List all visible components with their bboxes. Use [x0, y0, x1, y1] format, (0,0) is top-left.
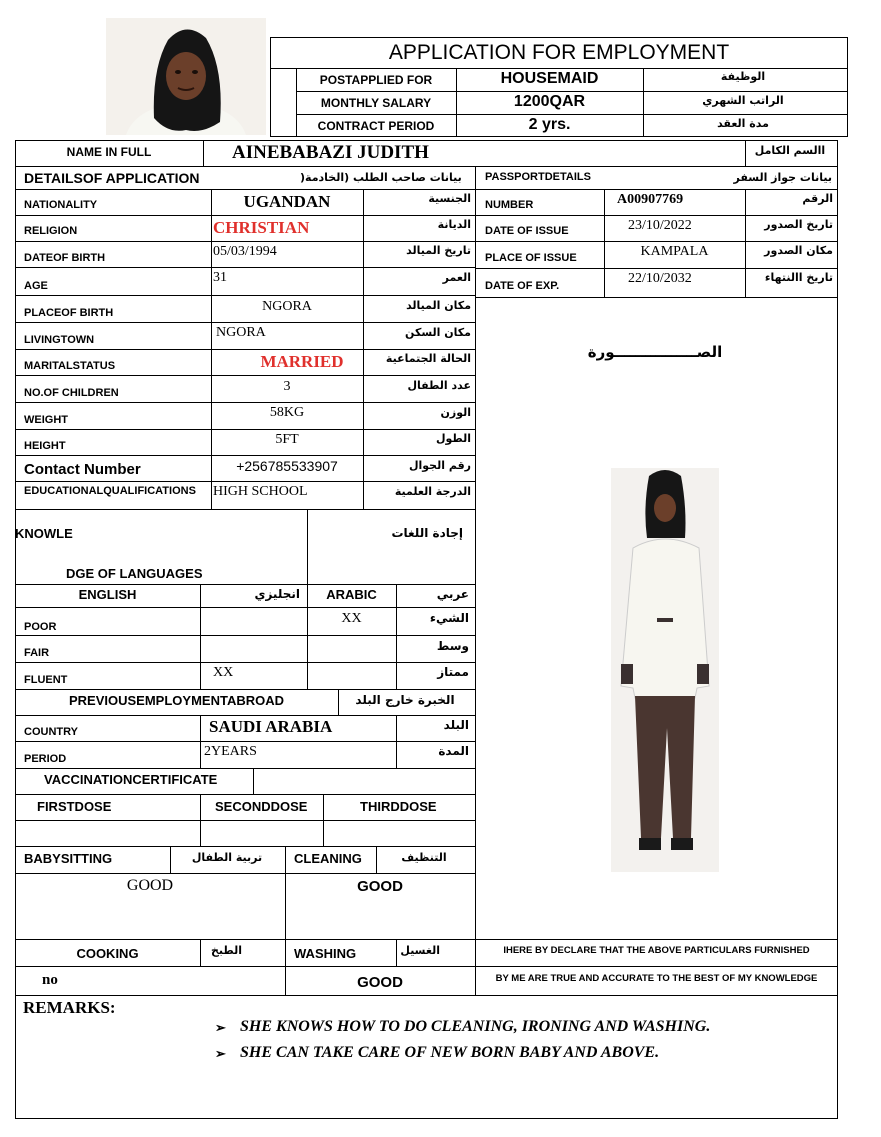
dob-label: DATEOF BIRTH	[24, 252, 106, 264]
education-label: EDUCATIONALQUALIFICATIONS	[24, 485, 196, 497]
height-label: HEIGHT	[24, 440, 66, 452]
full-body-illustration	[611, 468, 719, 872]
nationality-value: UGANDAN	[243, 192, 331, 211]
second-dose-label: SECONDDOSE	[215, 799, 308, 814]
period-label: PERIOD	[24, 753, 67, 765]
washing-value: GOOD	[357, 974, 403, 991]
passport-details-ar: بيانات جواز السفر	[733, 171, 832, 184]
poor-ar: الشيء	[429, 611, 469, 625]
dob-value: 05/03/1994	[213, 244, 277, 259]
declaration-line-2: BY ME ARE TRUE AND ACCURATE TO THE BEST OF MY KNOWLEDGE	[495, 973, 818, 984]
cleaning-label: CLEANING	[294, 851, 362, 866]
first-dose-label: FIRSTDOSE	[37, 799, 112, 814]
weight-label: WEIGHT	[24, 414, 68, 426]
post-applied-label: POSTAPPLIED FOR	[319, 73, 433, 87]
height-value: 5FT	[275, 432, 299, 447]
cooking-value: no	[42, 972, 58, 988]
marital-status-label: MARITALSTATUS	[24, 360, 116, 372]
marital-status-ar: الحالة الجتماعية	[385, 352, 471, 365]
weight-ar: الوزن	[440, 406, 471, 419]
age-value: 31	[213, 270, 227, 285]
fair-label: FAIR	[24, 647, 50, 659]
contract-value: 2 yrs.	[528, 116, 571, 133]
contact-number-label: Contact Number	[24, 461, 141, 478]
marital-status-value: MARRIED	[260, 352, 344, 371]
remark-item: SHE CAN TAKE CARE OF NEW BORN BABY AND ABOVE.	[240, 1044, 660, 1061]
photo-caption-ar: الصــــــــــــــــورة	[587, 343, 723, 361]
place-of-issue-ar: مكان الصدور	[764, 244, 833, 257]
passport-details-label: PASSPORTDETAILS	[485, 171, 591, 183]
poor-label: POOR	[24, 621, 57, 633]
name-ar: االسم الكامل	[754, 144, 826, 157]
remarks-label: REMARKS:	[23, 998, 116, 1017]
contract-ar: مدة العقد	[717, 117, 769, 130]
contact-number-ar: رقم الجوال	[408, 459, 471, 472]
details-of-application-ar: بيانات صاحب الطلب (الخادمة(	[300, 171, 462, 184]
living-town-value: NGORA	[216, 325, 266, 340]
languages-ar: إجادة اللغات	[391, 526, 463, 540]
babysitting-label: BABYSITTING	[24, 851, 113, 866]
age-label: AGE	[24, 280, 48, 292]
height-ar: الطول	[435, 432, 471, 445]
arabic-header: ARABIC	[326, 587, 377, 602]
fluent-ar: ممتاز	[437, 665, 469, 679]
english-header: ENGLISH	[78, 587, 137, 602]
applicant-portrait	[106, 18, 266, 135]
remark-item: SHE KNOWS HOW TO DO CLEANING, IRONING AND WASHING.	[240, 1018, 711, 1035]
contact-number-value: +256785533907	[236, 458, 338, 474]
passport-number-label: NUMBER	[485, 199, 534, 211]
fair-ar: وسط	[436, 639, 469, 653]
country-ar: البلد	[443, 718, 469, 732]
babysitting-ar: تربية الطفال	[191, 851, 263, 864]
cleaning-value: GOOD	[357, 878, 403, 895]
cleaning-ar: التنظيف	[401, 851, 447, 864]
cooking-ar: الطبخ	[210, 944, 242, 957]
fluent-label: FLUENT	[24, 674, 68, 686]
remark-bullet-2: ➢	[215, 1046, 226, 1061]
age-ar: العمر	[442, 271, 471, 284]
arabic-header-ar: عربي	[436, 587, 469, 601]
passport-number-value: A00907769	[617, 192, 684, 207]
languages-label-part2: DGE OF LANGUAGES	[66, 566, 203, 581]
nationality-label: NATIONALITY	[24, 199, 98, 211]
poor-arabic: XX	[341, 611, 362, 626]
third-dose-label: THIRDDOSE	[360, 799, 437, 814]
date-of-exp-value: 22/10/2032	[628, 271, 692, 286]
place-of-issue-value: KAMPALA	[640, 244, 709, 259]
date-of-issue-label: DATE OF ISSUE	[485, 225, 569, 237]
country-label: COUNTRY	[24, 726, 78, 738]
previous-employment-ar: الخبرة خارج البلد	[355, 693, 455, 707]
place-of-issue-label: PLACE OF ISSUE	[485, 252, 577, 264]
full-body-photo	[611, 468, 719, 872]
living-town-label: LIVINGTOWN	[24, 334, 95, 346]
remark-bullet-1: ➢	[215, 1020, 226, 1035]
passport-number-ar: الرقم	[802, 192, 833, 205]
weight-value: 58KG	[269, 405, 305, 420]
place-of-birth-ar: مكان الميالد	[406, 299, 471, 312]
details-of-application-label: DETAILSOF APPLICATION	[24, 170, 200, 186]
children-label: NO.OF CHILDREN	[24, 387, 119, 399]
religion-ar: الديانة	[437, 218, 471, 231]
languages-label-part1: KNOWLE	[15, 526, 73, 541]
date-of-exp-ar: تاريخ االنتهاء	[764, 271, 833, 284]
washing-ar: الغسيل	[400, 944, 440, 957]
vaccination-label: VACCINATIONCERTIFICATE	[44, 772, 218, 787]
salary-label: MONTHLY SALARY	[320, 96, 432, 110]
date-of-issue-ar: تاريخ الصدور	[764, 218, 833, 231]
name-label: NAME IN FULL	[66, 145, 152, 159]
children-value: 3	[283, 379, 291, 394]
education-value: HIGH SCHOOL	[213, 484, 308, 499]
post-applied-ar: الوظيفة	[720, 70, 766, 83]
portrait-illustration	[106, 18, 266, 135]
dob-ar: تاريخ الميالد	[406, 244, 471, 257]
fluent-english: XX	[213, 665, 234, 680]
washing-label: WASHING	[294, 946, 357, 961]
contract-label: CONTRACT PERIOD	[317, 119, 435, 133]
declaration-line-1: IHERE BY DECLARE THAT THE ABOVE PARTICULARS FURNISHED	[503, 945, 810, 956]
salary-value: 1200QAR	[513, 93, 586, 110]
previous-employment-label: PREVIOUSEMPLOYMENTABROAD	[69, 693, 284, 708]
children-ar: عدد الطفال	[407, 379, 471, 392]
education-ar: الدرجة العلمية	[394, 485, 471, 498]
period-ar: المدة	[438, 744, 469, 758]
place-of-birth-value: NGORA	[262, 299, 312, 314]
nationality-ar: الجنسية	[428, 192, 471, 205]
date-of-exp-label: DATE OF EXP.	[485, 280, 560, 292]
post-applied-value: HOUSEMAID	[500, 70, 599, 87]
name-value: AINEBABAZI JUDITH	[232, 142, 429, 163]
religion-label: RELIGION	[24, 225, 78, 237]
page-title: APPLICATION FOR EMPLOYMENT	[388, 41, 730, 64]
english-header-ar: انجليزي	[254, 587, 300, 601]
salary-ar: الراتب الشهري	[702, 94, 784, 107]
cooking-label: COOKING	[76, 946, 139, 961]
country-value: SAUDI ARABIA	[209, 717, 333, 736]
babysitting-value: GOOD	[126, 877, 174, 894]
period-value: 2YEARS	[204, 744, 257, 759]
place-of-birth-label: PLACEOF BIRTH	[24, 307, 114, 319]
living-town-ar: مكان السكن	[405, 326, 471, 339]
date-of-issue-value: 23/10/2022	[628, 218, 692, 233]
religion-value: CHRISTIAN	[213, 218, 310, 237]
